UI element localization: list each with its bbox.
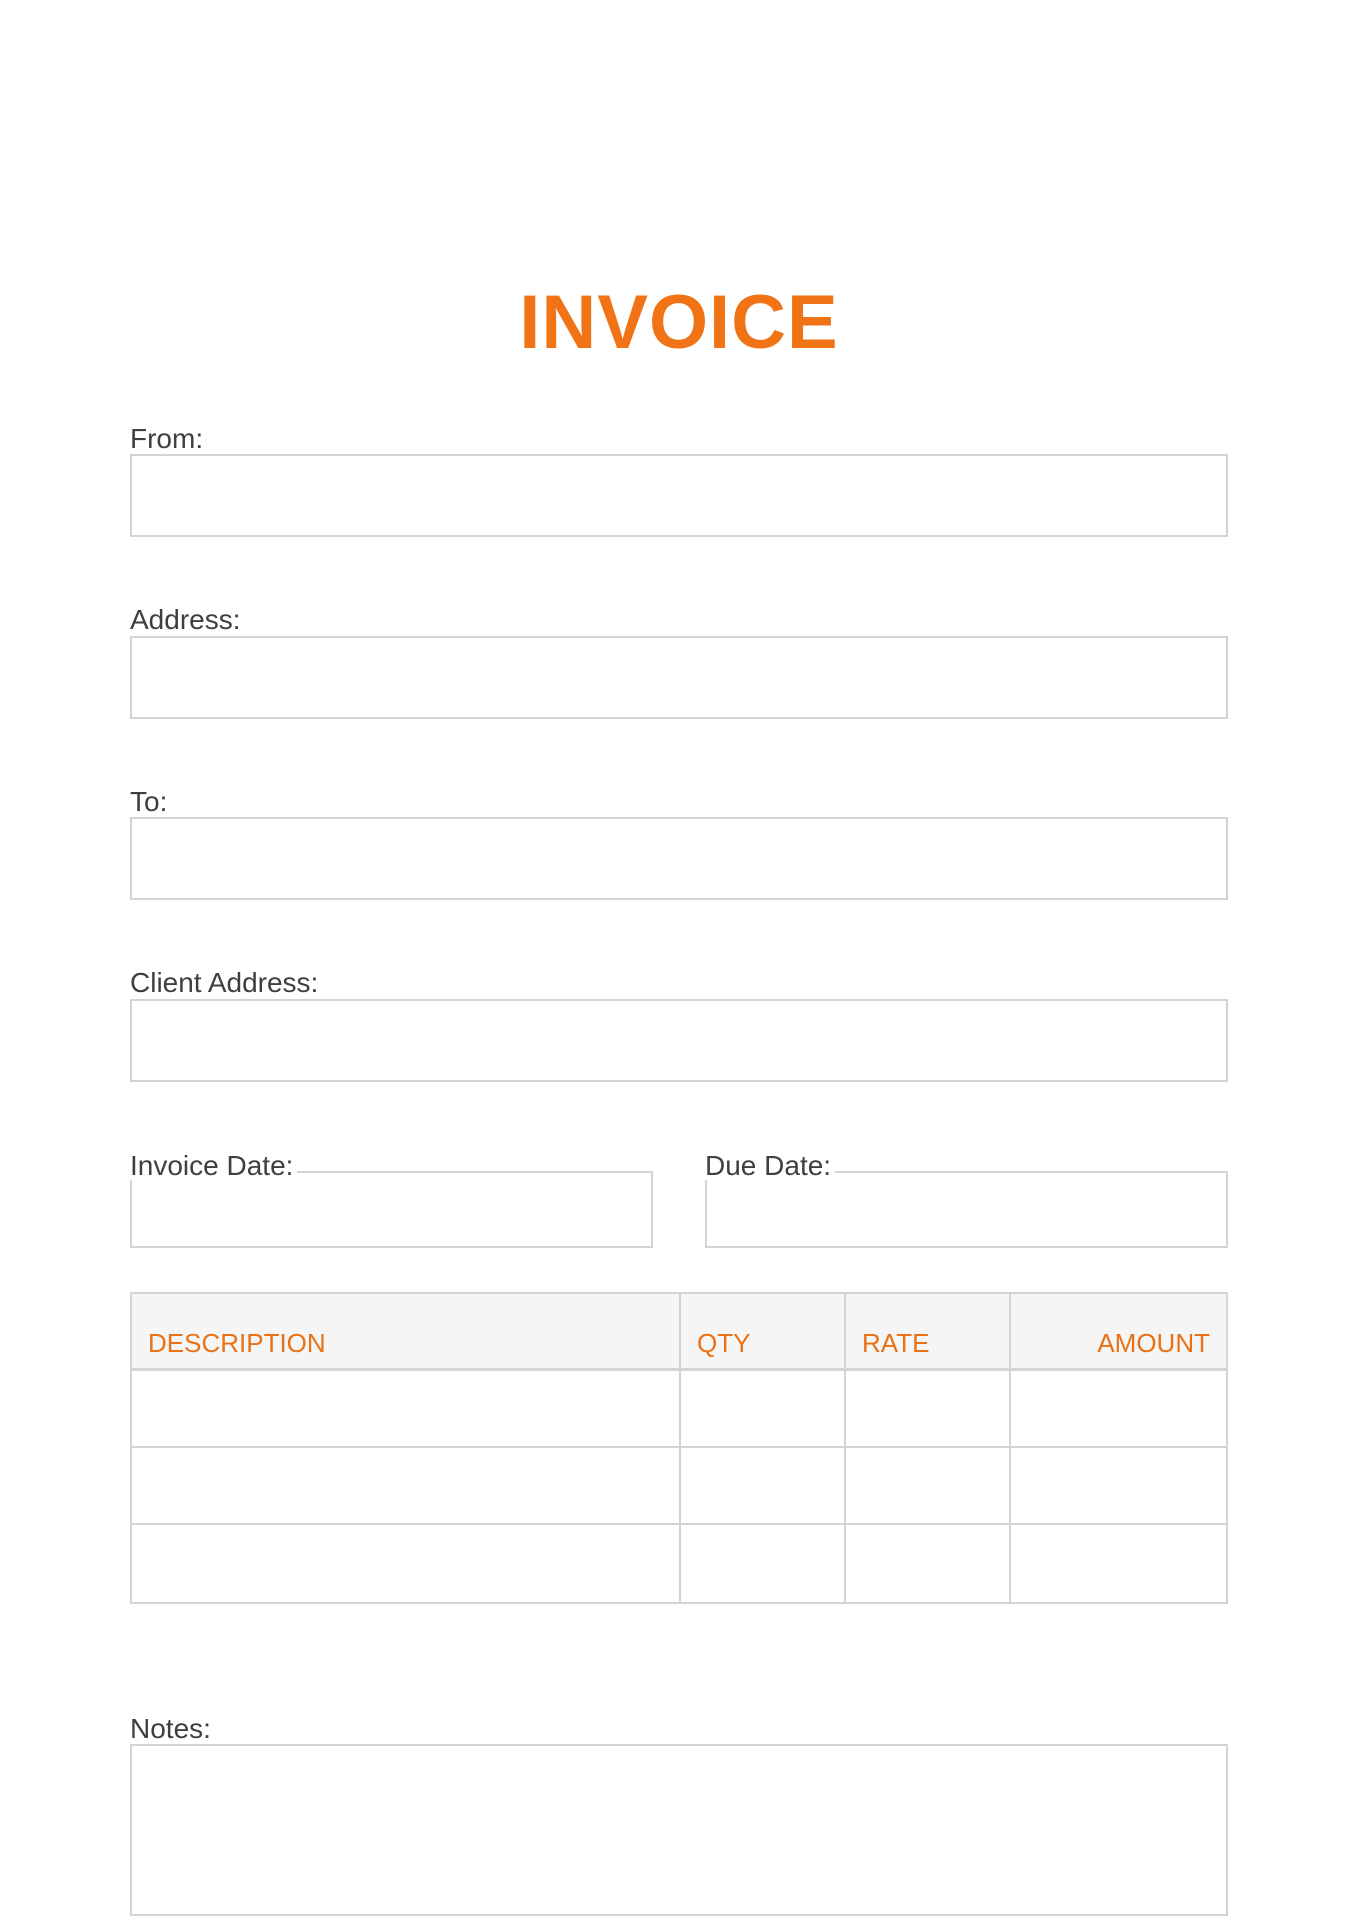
items-table: [130, 1292, 1228, 1604]
invoice-date-label: Invoice Date:: [130, 1152, 297, 1180]
table-cell-description[interactable]: [132, 1371, 681, 1448]
to-label: To:: [130, 788, 171, 816]
table-cell-rate[interactable]: [846, 1371, 1011, 1448]
table-cell-description[interactable]: [132, 1448, 681, 1525]
invoice-date-field[interactable]: [130, 1171, 653, 1248]
client-address-label: Client Address:: [130, 969, 322, 997]
invoice-title: INVOICE: [519, 280, 839, 365]
notes-label: Notes:: [130, 1715, 215, 1743]
table-cell-amount[interactable]: [1011, 1525, 1226, 1602]
address-label: Address:: [130, 606, 245, 634]
notes-field[interactable]: [130, 1744, 1228, 1916]
table-cell-rate[interactable]: [846, 1448, 1011, 1525]
due-date-label: Due Date:: [705, 1152, 835, 1180]
table-cell-qty[interactable]: [681, 1525, 846, 1602]
col-header-qty: QTY: [681, 1294, 846, 1371]
table-cell-qty[interactable]: [681, 1448, 846, 1525]
table-cell-qty[interactable]: [681, 1371, 846, 1448]
col-header-rate: RATE: [846, 1294, 1011, 1371]
due-date-field[interactable]: [705, 1171, 1228, 1248]
client-address-field[interactable]: [130, 999, 1228, 1082]
from-field[interactable]: [130, 454, 1228, 537]
address-field[interactable]: [130, 636, 1228, 719]
table-cell-description[interactable]: [132, 1525, 681, 1602]
table-cell-amount[interactable]: [1011, 1448, 1226, 1525]
col-header-description: DESCRIPTION: [132, 1294, 681, 1371]
table-cell-rate[interactable]: [846, 1525, 1011, 1602]
col-header-amount: AMOUNT: [1011, 1294, 1226, 1371]
to-field[interactable]: [130, 817, 1228, 900]
table-cell-amount[interactable]: [1011, 1371, 1226, 1448]
from-label: From:: [130, 425, 207, 453]
